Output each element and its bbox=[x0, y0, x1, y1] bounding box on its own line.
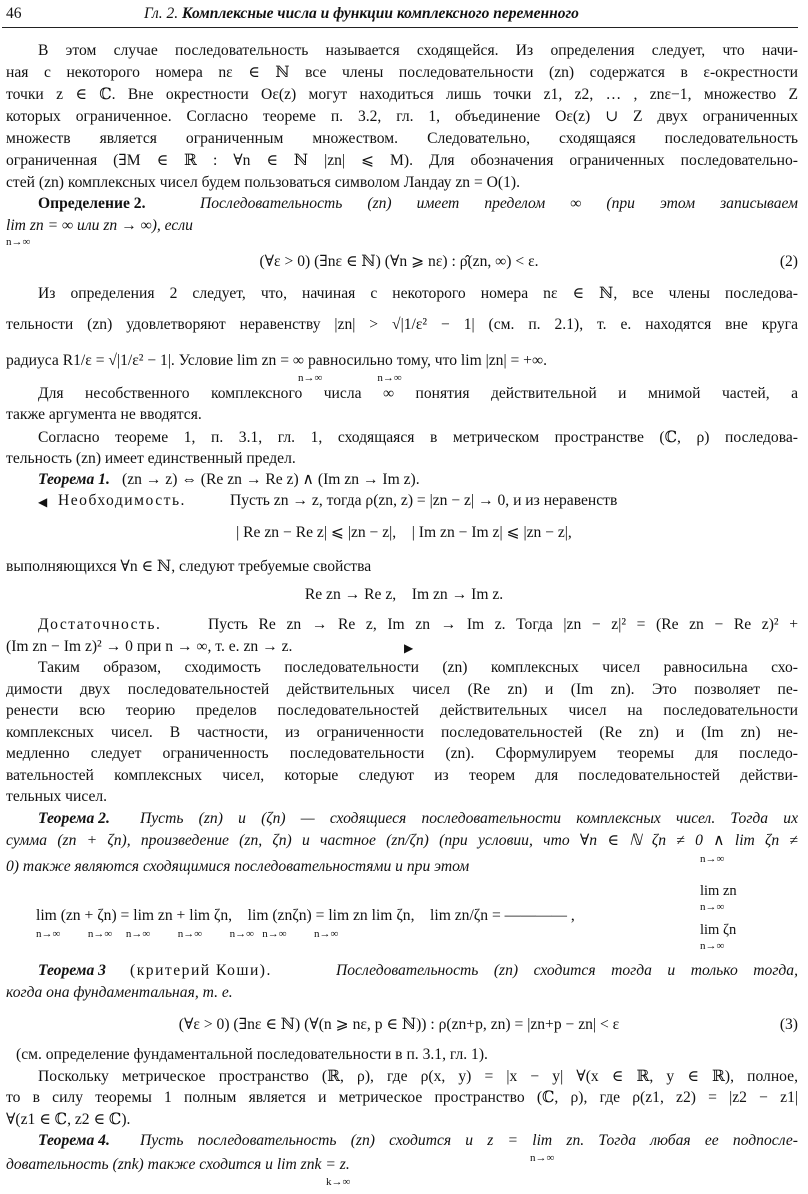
limit-subscript: n→∞ bbox=[700, 853, 725, 865]
text-line: вательностей комплексных чисел, которые следуют из теорем для последовательностей действи- bbox=[6, 767, 798, 784]
limit-equations: lim (zn + ζn) = lim zn + lim ζn, lim (znζn) = lim zn lim ζn, lim zn/ζn = ———— , bbox=[36, 907, 575, 924]
text-line: которых ограниченное. Согласно теореме п. 3.2, гл. 1, объединение Oε(z) ∪ Z двух ограниченных bbox=[6, 108, 798, 125]
text-line: ∀(z1 ∈ ℂ, z2 ∈ ℂ). bbox=[6, 1111, 131, 1128]
text-line: ренести всю теорию пределов последовательностей действительных чисел на последовательности bbox=[6, 702, 798, 719]
limit-subscript: n→∞ n→∞ bbox=[298, 372, 402, 384]
text-line: Таким образом, сходимость последовательности (zn) комплексных чисел равносильна схо- bbox=[38, 659, 798, 676]
fraction-denominator: lim ζn bbox=[700, 922, 737, 938]
text-line: тельности (zn) удовлетворяют неравенству |zn| > √|1/ε² − 1| (см. п. 2.1), т. е. находятся вне круга bbox=[6, 316, 798, 333]
theorem-text: Пусть (zn) и (ζn) — сходящиеся последовательности комплексных чисел. Тогда их bbox=[140, 810, 798, 827]
text-line: Для несобственного комплексного числа ∞ понятия действительной и мнимой частей, а bbox=[38, 385, 798, 402]
page-number: 46 bbox=[6, 5, 22, 22]
header-rule bbox=[2, 27, 798, 28]
text-line: точки z ∈ ℂ. Вне окрестности Oε(z) могут находиться лишь точки z1, z2, … , znε−1, множество Z bbox=[6, 86, 798, 103]
equation-number: (3) bbox=[779, 1016, 798, 1033]
text-line: тельных чисел. bbox=[6, 788, 108, 805]
theorem-text: Последовательность (zn) сходится тогда и только тогда, bbox=[336, 962, 798, 979]
text-line: Из определения 2 следует, что, начиная с некоторого номера nε ∈ ℕ, все члены последова- bbox=[38, 285, 798, 302]
inequalities: | Re zn − Re z| ⩽ |zn − z|, | Im zn − Im z| ⩽ |zn − z|, bbox=[236, 524, 572, 541]
text-line: сумма (zn + ζn), произведение (zn, ζn) и частное (zn/ζn) (при условии, что ∀n ∈ ℕ ζn ≠ 0 ∧ lim ζn ≠ bbox=[6, 832, 798, 849]
theorem-label: Теорема 4. bbox=[38, 1132, 110, 1149]
text-line: также аргумента не вводятся. bbox=[6, 406, 202, 423]
chapter-title: Комплексные числа и функции комплексного переменного bbox=[182, 5, 579, 22]
theorem-label: Теорема 2. bbox=[38, 810, 110, 827]
proof-start-marker: ◀ bbox=[38, 495, 48, 509]
text-line: ограниченная (∃M ∈ ℝ : ∀n ∈ ℕ |zn| ⩽ M). Для обозначения ограниченных последовательно- bbox=[6, 152, 798, 169]
theorem-label: Теорема 1. bbox=[38, 471, 110, 488]
text-line: Поскольку метрическое пространство (ℝ, ρ), где ρ(x, y) = |x − y| ∀(x ∈ ℝ, y ∈ ℝ), полное, bbox=[38, 1068, 798, 1085]
text-line: димости двух последовательностей действительных чисел (Re zn) и (Im zn). Это позволяет пе- bbox=[6, 681, 798, 698]
theorem-text: Пусть последовательность (zn) сходится и z = lim zn. Тогда любая ее подпосле- bbox=[140, 1132, 798, 1149]
text-line: В этом случае последовательность называется сходящейся. Из определения следует, что начи- bbox=[38, 42, 798, 59]
equation: Re zn → Re z, Im zn → Im z. bbox=[304, 586, 504, 603]
equation-3: (∀ε > 0) (∃nε ∈ ℕ) (∀(n ⩾ nε, p ∈ ℕ)) : ρ(zn+p, zn) = |zn+p − zn| < ε bbox=[178, 1016, 620, 1033]
chapter-label: Гл. 2. bbox=[144, 5, 179, 22]
limit-subscript: n→∞ bbox=[530, 1152, 555, 1164]
theorem-label: Теорема 3 bbox=[38, 962, 106, 979]
text-line: то в силу теоремы 1 полным является и метрическое пространство (ℂ, ρ), где ρ(z1, z2) = |z2 − z1| bbox=[6, 1089, 798, 1106]
proof-heading: Необходимость. bbox=[58, 492, 186, 509]
definition-text: Последовательность (zn) имеет пределом ∞ (при этом записываем bbox=[200, 195, 798, 212]
theorem-text: (zn → z) ⇔ (Re zn → Re z) ∧ (Im zn → Im z). bbox=[122, 471, 420, 488]
text-line: тельность (zn) имеет единственный предел. bbox=[6, 450, 296, 467]
text-line: радиуса R1/ε = √|1/ε² − 1|. Условие lim zn = ∞ равносильно тому, что lim |zn| = +∞. bbox=[6, 352, 547, 369]
limit-subscript: n→∞ n→∞ n→∞ n→∞ n→∞ n→∞ n→∞ bbox=[36, 928, 339, 940]
text-line: стей (zn) комплексных чисел будем пользоваться символом Ландау zn = O(1). bbox=[6, 174, 520, 191]
text-line: медленно следует ограниченность последовательности (zn). Сформулируем теоремы для последо- bbox=[6, 745, 798, 762]
text-line: (Im zn − Im z)² → 0 при n → ∞, т. е. zn → z. bbox=[6, 638, 293, 655]
limit-subscript: n→∞ bbox=[6, 236, 31, 248]
text-line: когда она фундаментальная, т. е. bbox=[6, 984, 233, 1001]
text-line: множеств является ограниченным множеством. Следовательно, сходящаяся последовательность bbox=[6, 130, 798, 147]
text-line: Пусть Re zn → Re z, Im zn → Im z. Тогда |zn − z|² = (Re zn − Re z)² + bbox=[208, 616, 798, 633]
text-line: комплексных чисел. В частности, из ограниченности последовательностей (Re zn) и (Im zn) не- bbox=[6, 724, 798, 741]
text-line: довательность (znk) также сходится и lim znk = z. bbox=[6, 1156, 350, 1173]
limit-subscript: k→∞ bbox=[326, 1176, 351, 1188]
fraction-numerator: lim zn bbox=[700, 883, 737, 899]
limit-subscript: n→∞ bbox=[700, 901, 725, 913]
text-line: (см. определение фундаментальной последовательности в п. 3.1, гл. 1). bbox=[16, 1046, 488, 1063]
theorem-subtitle: (критерий Коши). bbox=[130, 962, 272, 979]
proof-end-marker: ▶ bbox=[404, 641, 414, 655]
limit-subscript: n→∞ bbox=[700, 940, 725, 952]
text-line: выполняющихся ∀n ∈ ℕ, следуют требуемые свойства bbox=[6, 558, 372, 575]
text-line: 0) также являются сходящимися последовательностями и при этом bbox=[6, 858, 470, 875]
text-line: ная с некоторого номера nε ∈ ℕ все члены последовательности (zn) содержатся в ε-окрестности bbox=[6, 64, 798, 81]
text-line: Пусть zn → z, тогда ρ(zn, z) = |zn − z| → 0, и из неравенств bbox=[230, 492, 618, 509]
equation-number: (2) bbox=[779, 253, 798, 270]
text-line: lim zn = ∞ или zn → ∞), если bbox=[6, 217, 193, 234]
proof-heading: Достаточность. bbox=[38, 616, 162, 633]
equation-2: (∀ε > 0) (∃nε ∈ ℕ) (∀n ⩾ nε) : ρ̂(zn, ∞) < ε. bbox=[259, 253, 539, 270]
definition-label: Определение 2. bbox=[38, 195, 146, 212]
text-line: Согласно теореме 1, п. 3.1, гл. 1, сходящаяся в метрическом пространстве (ℂ, ρ) последова- bbox=[38, 429, 798, 446]
running-head bbox=[144, 3, 579, 25]
